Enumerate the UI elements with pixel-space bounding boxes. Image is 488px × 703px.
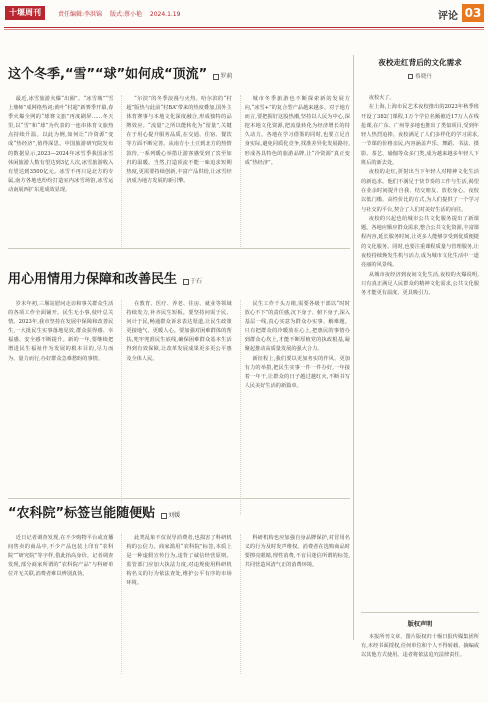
article-column: 民生工作千头万绪,需要各级干部以“时时放心不下”的责任感,沉下身子、俯下身子,深入基层一线,真心实意为群众办实事、解难题。只有把群众的冷暖放在心上,把惠民的事情办到群众心坎上,才能不断厚植党的执政根基,凝聚起推动高质量发展的强大合力。 新征程上,我们要以更加务实的作风、更加有力的举措,把民生实事一件一件办好,一年接着一年干,让群众的日子越过越红火,不断书写人民美好生活的新篇章。 bbox=[240, 300, 350, 515]
article-column: “尔滨”的冬季浪漫与火热。哈尔滨的“村超”版热与此前“村BA”带来的热度叠加,国外主体育赛事与本地文化深度融合,形成独特的品牌效应。“流量”之所以能转化为“留量”,关键在于用心提升服务品质,在交通、住宿、餐饮等方面不断完善。从南方小土豆到北方的热情款待,一系列暖心举措让游客感受到了宾至如归的温暖。当然,打造顶流不能一味追求短期热度,更需要持续创新,丰富产品供给,让冰雪经济成为地方发展的新引擎。 bbox=[121, 95, 231, 247]
article-column: 在教育、医疗、养老、住房、就业等领域持续发力,补齐民生短板。要坚持问需于民、问计于民,畅通群众诉求表达渠道,让民生政策更接地气、更暖人心。要加强对困难群体的帮扶,兜牢兜准民生底线,确保困难群众基本生活得到有效保障,让改革发展成果更多更公平惠及全体人民。 bbox=[121, 300, 231, 515]
author-box-icon bbox=[408, 74, 413, 79]
sidebar-article bbox=[361, 57, 479, 594]
sidebar-headline[interactable]: 夜校走红背后的文化需求 bbox=[378, 58, 462, 67]
section-name: 评论 bbox=[438, 11, 458, 22]
header-rule-thin bbox=[4, 29, 484, 30]
notice-text: 本报所刊文章、图片版权归十堰日报传媒集团所有,未经书面授权,任何单位和个人不得转载、摘编或以其他方式使用。违者将依法追究法律责任。 bbox=[361, 634, 479, 658]
sidebar-body: 夜校火了。 在上海,上海市民艺术夜校推出的2023年秋季班开设了382门课程,1万个学位名额被近17万人在线抢课,在广东、广州等多地也推出了类似项目,受到年轻人热烈追捧。夜校满足了人们多样化的学习需求,一节课的价格亲民,内容涵盖声乐、舞蹈、书法、摄影、茶艺、瑜伽等众多门类,成为越来越多年轻人下班后的新去处。 夜校的走红,折射出当下年轻人对精神文化生活的新追求。他们不满足于快节奏的工作与生活,渴望在业余时间提升自我、结交朋友、放松身心。夜校以低门槛、高性价比的方式,为人们提供了一个学习与社交的平台,契合了人们对美好生活的向往。 夜校的兴起也给城市公共文化服务提出了新课题。各地应顺应群众需求,整合公共文化资源,丰富课程内容,延长服务时间,让更多人能够享受到优质便捷的文化服务。同时,也要注重课程质量与管理服务,让夜校持续焕发生机与活力,成为城市文化生活中一道亮丽的风景线。 从城市夜经济到夜间文化生活,夜校的火爆说明,只有真正满足人民群众的精神文化需求,公共文化服务才能更有温度、更具吸引力。 bbox=[361, 95, 479, 297]
article-livelihood bbox=[8, 272, 350, 515]
article-headline[interactable]: 用心用情用力保障和改善民生 于石 bbox=[8, 272, 203, 287]
copyright-notice bbox=[361, 612, 479, 690]
article-byline: 于石 bbox=[183, 278, 202, 285]
issue-date: 2024.1.19 bbox=[149, 11, 181, 18]
page-number: 03 bbox=[462, 4, 484, 22]
article-byline: 罗莉 bbox=[213, 73, 232, 80]
article-separator bbox=[8, 248, 350, 249]
article-snow-ball bbox=[8, 67, 350, 247]
article-headline[interactable]: “农科院”标签岂能随便贴 刘媛 bbox=[8, 506, 181, 521]
notice-title: 版权声明 bbox=[407, 621, 433, 628]
sidebar-byline: 蔡晓丹 bbox=[361, 72, 479, 80]
masthead-logo: 十堰周刊 bbox=[5, 6, 45, 20]
article-column: 科研机构也应加强自身品牌保护,对冒用名义的行为及时发声维权。消费者在选购商品时要擦亮眼睛,理性消费,不盲目迷信所谓的标签,共同营造风清气正的消费环境。 bbox=[240, 534, 350, 674]
header-rule bbox=[4, 27, 484, 28]
editor-credit: 责任编辑:李洪锦 bbox=[58, 11, 103, 18]
article-separator bbox=[8, 498, 350, 499]
article-column: 城市冬季旅游也不断探索新的发展方向,“冰雪+”的复合型产品越来越多。对于地方而言,要把握好这股热潮,坚持以人民为中心,深挖本地文化资源,把流量转化为经济增长的持久动力。各地在学习借鉴的同时,也要立足自身实际,避免同质化竞争,找准差异化发展路径,形成各具特色的旅游品牌,让“冷资源”真正变成“热经济”。 bbox=[240, 95, 350, 247]
article-column: 最近,冰雪旅游火爆“出圈”。“冰雪城”“雪上鼎师”成网络热词;黄叶“村超”新赛季开幕,春季火爆全网的“球赛文旅”再度刷屏……冬天里,以“雪”和“球”为代表的一连串体育文旅热点持续升温。以此为例,如何让“冷资源”变成“热经济”,值得深思。中国旅游研究院发布的数据显示,2023—2024年冰雪季我国冰雪休闲旅游人数有望达到3亿人次,冰雪旅游收入有望达到3500亿元。冰雪不再只是北方的专属,南方各地也纷纷打造室内冰雪场馆,冰雪运动南展西扩东进成效显现。 bbox=[8, 96, 114, 193]
article-byline: 刘媛 bbox=[161, 512, 180, 519]
author-box-icon bbox=[161, 513, 167, 519]
author-box-icon bbox=[183, 279, 189, 285]
designer-credit: 版式:蔡小艳 bbox=[109, 11, 142, 18]
page-meta bbox=[58, 9, 186, 18]
author-box-icon bbox=[213, 74, 219, 80]
page-header bbox=[0, 0, 488, 30]
column-divider bbox=[353, 55, 354, 640]
article-column: 此类乱象不仅误导消费者,也损害了科研机构的公信力。商家滥用“农科院”标签,本质上是一种虚假宣传行为,违背了诚信经营原则。监管部门应加大执法力度,对违规使用科研机构名义的行为依法查处,维护公平有序的市场环境。 bbox=[121, 534, 231, 674]
article-headline[interactable]: 这个冬季,“雪”“球”如何成“顶流” 罗莉 bbox=[8, 67, 233, 82]
article-column: 近日记者调查发现,在不少购物平台或直播间售卖的商品中,不少产品包装上印有“农科院”“研究院”等字样,借此抬高身价。记者调查发现,部分商家所谓的“农科院产品”与科研单位并无关联,消费者难以辨别真伪。 bbox=[8, 535, 114, 578]
article-column: 岁末年初,三堰站慰问走访和事关群众生活的各项工作全面铺开。民生无小事,枝叶总关情。2023年,我市坚持在发展中保障和改善民生,一大批民生实事落地见效,群众获得感、幸福感、安全感不断提升。新的一年,要继续把增进民生福祉作为发展的根本目的,尽力而为、量力而行,办好群众急难愁盼的事情。 bbox=[8, 301, 114, 362]
article-agri-label bbox=[8, 506, 350, 674]
